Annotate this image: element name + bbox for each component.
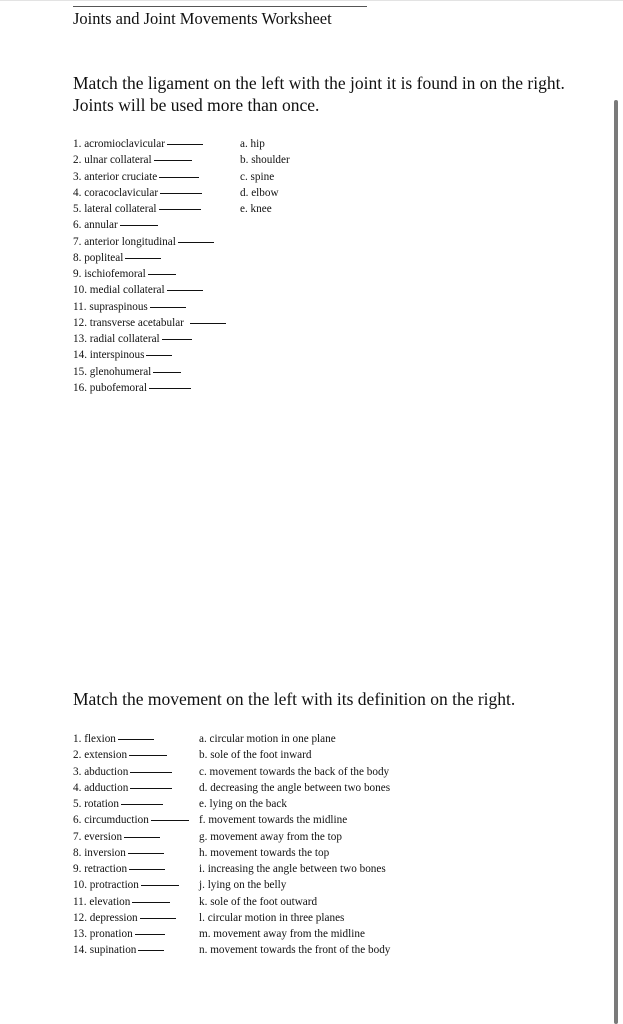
list-item: f. movement towards the midline [199,814,348,827]
list-item: b. shoulder [240,154,290,167]
list-item [73,812,189,828]
list-item: e. lying on the back [199,798,287,810]
movement-label: 2. extension [73,749,128,762]
list-item [73,299,226,315]
ligament-label: 11. supraspinous [73,300,148,313]
movement-label: 10. protraction [73,879,139,892]
list-item: m. movement away from the midline [199,928,365,940]
list-item [73,942,189,958]
list-item: d. elbow [240,186,279,199]
list-item [73,152,226,168]
ligament-label: 12. transverse acetabular [73,316,184,329]
ligament-label: 16. pubofemoral [73,381,147,394]
answer-blank[interactable] [129,755,167,756]
section2-heading: Match the movement on the left with its definition on the right. [73,689,516,709]
ligament-label: 3. anterior cruciate [73,170,158,183]
answer-blank[interactable] [154,160,192,161]
list-item: h. movement towards the top [199,846,330,859]
joint-list [240,136,290,217]
answer-blank[interactable] [121,804,163,805]
movement-label: 5. rotation [73,798,119,810]
list-item: n. movement towards the front of the body [199,944,391,957]
movement-label: 7. eversion [73,830,123,843]
answer-blank[interactable] [135,934,165,935]
list-item [73,364,226,380]
list-item [73,185,226,201]
answer-blank[interactable] [167,290,203,291]
list-item: e. knee [240,203,272,215]
vertical-scrollbar[interactable] [614,100,618,1024]
movement-list [73,731,189,959]
list-item [73,877,189,893]
list-item: a. hip [240,138,265,150]
list-item: b. sole of the foot inward [199,749,312,762]
movement-label: 9. retraction [73,863,128,875]
list-item: c. spine [240,170,275,183]
answer-blank[interactable] [150,307,186,308]
movement-label: 8. inversion [73,846,126,859]
list-item [73,764,189,780]
answer-blank[interactable] [125,258,161,259]
list-item [73,217,226,233]
list-item: i. increasing the angle between two bones [199,863,386,875]
ligament-label: 6. annular [73,219,118,232]
list-item [73,234,226,250]
answer-blank[interactable] [151,820,189,821]
answer-blank[interactable] [118,739,154,740]
ligament-label: 7. anterior longitudinal [73,235,176,248]
list-item [73,250,226,266]
answer-blank[interactable] [132,902,170,903]
list-item [73,169,226,185]
ligament-label: 8. popliteal [73,251,124,264]
title-rule [73,6,367,7]
section1-heading: Match the ligament on the left with the joint it is found in on the right. Joints will be used more than once. [73,73,565,115]
list-item: g. movement away from the top [199,830,342,843]
ligament-label: 2. ulnar collateral [73,154,152,167]
list-item: l. circular motion in three planes [199,911,345,924]
movement-label: 11. elevation [73,895,131,908]
answer-blank[interactable] [141,885,179,886]
ligament-label: 14. interspinous [73,349,145,362]
list-item [73,136,226,152]
ligament-label: 5. lateral collateral [73,203,157,215]
list-item: c. movement towards the back of the body [199,765,390,778]
list-item [73,380,226,396]
answer-blank[interactable] [159,177,199,178]
answer-blank[interactable] [120,225,158,226]
answer-blank[interactable] [148,274,176,275]
answer-blank[interactable] [124,837,160,838]
list-item [73,910,189,926]
list-item [73,201,226,217]
top-border [0,0,623,1]
ligament-label: 9. ischiofemoral [73,268,146,280]
answer-blank[interactable] [190,323,226,324]
list-item [73,829,189,845]
answer-blank[interactable] [130,788,172,789]
ligament-label: 13. radial collateral [73,333,160,345]
list-item [73,731,189,747]
list-item: k. sole of the foot outward [199,895,318,908]
list-item [73,926,189,942]
answer-blank[interactable] [146,355,172,356]
ligament-label: 10. medial collateral [73,284,165,297]
list-item [73,315,226,331]
movement-label: 13. pronation [73,928,133,940]
movement-label: 14. supination [73,944,137,957]
movement-label: 1. flexion [73,733,116,745]
list-item: a. circular motion in one plane [199,733,336,745]
ligament-label: 1. acromioclavicular [73,138,165,150]
movement-label: 12. depression [73,911,138,924]
answer-blank[interactable] [140,918,176,919]
answer-blank[interactable] [162,339,192,340]
list-item [73,331,226,347]
answer-blank[interactable] [159,209,201,210]
answer-blank[interactable] [130,772,172,773]
movement-label: 4. adduction [73,781,129,794]
answer-blank[interactable] [167,144,203,145]
answer-blank[interactable] [178,242,214,243]
list-item [73,861,189,877]
list-item: j. lying on the belly [199,879,287,892]
answer-blank[interactable] [153,372,181,373]
list-item [73,266,226,282]
movement-label: 3. abduction [73,765,129,778]
ligament-label: 15. glenohumeral [73,365,152,378]
list-item [73,282,226,298]
answer-blank[interactable] [129,869,165,870]
list-item [73,347,226,363]
worksheet-title: Joints and Joint Movements Worksheet [73,9,332,28]
ligament-label: 4. coracoclavicular [73,186,159,199]
list-item: d. decreasing the angle between two bones [199,781,391,794]
definition-list [199,731,390,959]
list-item [73,845,189,861]
answer-blank[interactable] [149,388,191,389]
answer-blank[interactable] [138,950,164,951]
list-item [73,796,189,812]
movement-label: 6. circumduction [73,814,149,827]
answer-blank[interactable] [128,853,164,854]
list-item [73,894,189,910]
list-item [73,780,189,796]
answer-blank[interactable] [160,193,202,194]
list-item [73,747,189,763]
ligament-list [73,136,226,396]
